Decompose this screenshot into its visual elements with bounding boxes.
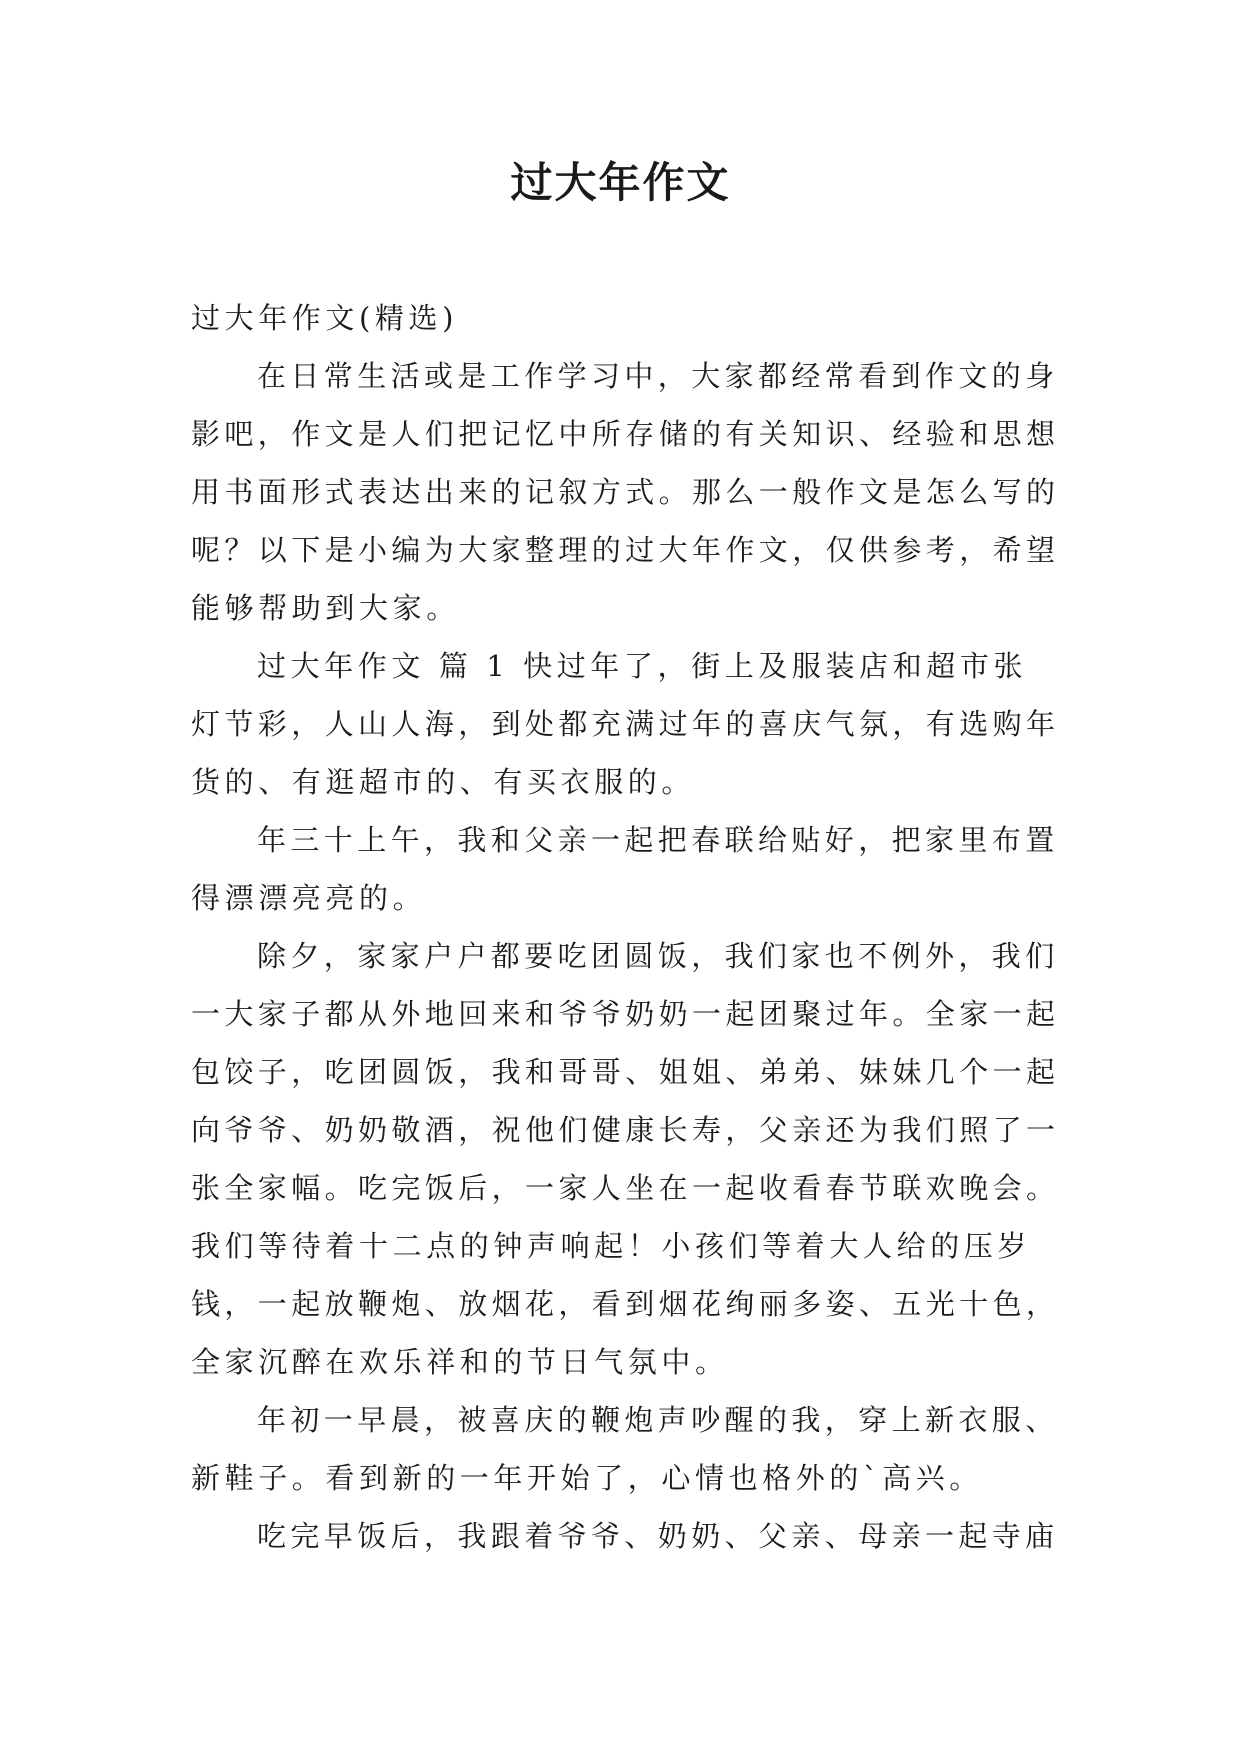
paragraph-line: 年三十上午，我和父亲一起把春联给贴好，把家里布置 [257, 823, 1059, 857]
paragraph-line: 过大年作文 篇 1 快过年了，街上及服装店和超市张 [257, 649, 1028, 683]
paragraph-line: 除夕，家家户户都要吃团圆饭，我们家也不例外，我们 [257, 939, 1059, 973]
paragraph-line: 我们等待着十二点的钟声响起！小孩们等着大人给的压岁 [191, 1229, 1032, 1263]
paragraph-line: 用书面形式表达出来的记叙方式。那么一般作文是怎么写的 [191, 475, 1060, 509]
paragraph-line: 一大家子都从外地回来和爷爷奶奶一起团聚过年。全家一起 [191, 997, 1060, 1031]
paragraph-line: 得漂漂亮亮的。 [191, 881, 427, 915]
paragraph-line: 影吧，作文是人们把记忆中所存储的有关知识、经验和思想 [191, 417, 1060, 451]
paragraph-line: 张全家幅。吃完饭后，一家人坐在一起收看春节联欢晚会。 [191, 1171, 1060, 1205]
paragraph-line: 包饺子，吃团圆饭，我和哥哥、姐姐、弟弟、妹妹几个一起 [191, 1055, 1060, 1089]
paragraph-line: 能够帮助到大家。 [191, 591, 460, 625]
paragraph-line: 货的、有逛超市的、有买衣服的。 [191, 765, 696, 799]
paragraph-line: 向爷爷、奶奶敬酒，祝他们健康长寿，父亲还为我们照了一 [191, 1113, 1060, 1147]
paragraph-line: 全家沉醉在欢乐祥和的节日气氛中。 [191, 1345, 729, 1379]
paragraph-line: 新鞋子。看到新的一年开始了，心情也格外的`高兴。 [191, 1461, 983, 1495]
paragraph-line: 年初一早晨，被喜庆的鞭炮声吵醒的我，穿上新衣服、 [257, 1403, 1059, 1437]
paragraph-line: 呢？以下是小编为大家整理的过大年作文，仅供参考，希望 [191, 533, 1060, 567]
subtitle-line: 过大年作文(精选) [191, 301, 459, 335]
paragraph-line: 钱，一起放鞭炮、放烟花，看到烟花绚丽多姿、五光十色， [191, 1287, 1060, 1321]
document-title: 过大年作文 [510, 158, 731, 207]
paragraph-line: 在日常生活或是工作学习中，大家都经常看到作文的身 [257, 359, 1059, 393]
paragraph-line: 灯节彩，人山人海，到处都充满过年的喜庆气氛，有选购年 [191, 707, 1060, 741]
document-body [191, 289, 1061, 1565]
paragraph-line: 吃完早饭后，我跟着爷爷、奶奶、父亲、母亲一起寺庙 [257, 1519, 1059, 1553]
